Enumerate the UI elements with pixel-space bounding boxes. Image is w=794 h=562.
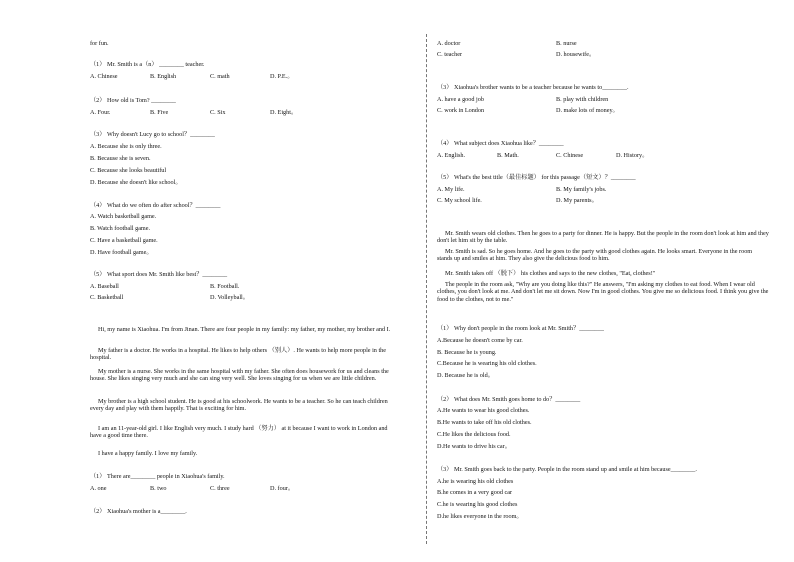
question-4-option-d[interactable]: D. Have football game。: [90, 249, 153, 256]
question-5-option-b[interactable]: B. Football.: [210, 283, 240, 290]
passage-question-1-option-c[interactable]: C. three: [210, 485, 230, 492]
passage-paragraph: My mother is a nurse. She works in the same hospital with my father. She often does housework for us and cleans the house. She likes singing very much and she can sing very well. She loves singing for us when we are little children.: [90, 368, 389, 383]
question-1-option-a[interactable]: A. Chinese: [90, 73, 118, 80]
passage-question-4-option-c[interactable]: C. Chinese: [556, 152, 584, 159]
passage-paragraph: My father is a doctor. He works in a hospital. He likes to help others （别人）. He wants to help more people in the hospital.: [90, 347, 387, 362]
story-question-3-stem: （3） Mr. Smith goes back to the party. People in the room stand up and smile at him because________.: [437, 466, 697, 473]
story-question-3-option-a[interactable]: A.he is wearing his old clothes: [437, 478, 514, 485]
story-question-2-stem: （2） What does Mr. Smith goes home to do？________: [437, 396, 581, 403]
question-5-option-a[interactable]: A. Baseball: [90, 283, 119, 290]
passage-paragraph: The people in the room ask, "Why are you doing like this?" He answers, "I'm asking my clothes to eat food. When I wear old clothes, you don't look at me. And don't let me sit down. Now I'm in good clothes. You give me so delicious food. I think you give the food to the clothes, not to me.": [437, 281, 769, 303]
question-3-option-d[interactable]: D. Because she doesn't like school。: [90, 179, 182, 186]
question-1-option-b[interactable]: B. English: [150, 73, 177, 80]
passage-question-5-option-c[interactable]: C. My school life.: [437, 197, 482, 204]
right-column: [427, 0, 794, 562]
passage-question-5-option-b[interactable]: B. My family's jobs.: [556, 186, 607, 193]
passage-question-1-stem: （1） There are________ people in Xiaohua's family.: [90, 473, 225, 480]
passage-question-2-option-c[interactable]: C. teacher: [437, 51, 463, 58]
passage-question-4-stem: （4） What subject does Xiaohua like？________: [437, 140, 564, 147]
question-3-option-c[interactable]: C. Because she looks beautiful: [90, 167, 167, 174]
story-question-2-option-b[interactable]: B.He wants to take off his old clothes.: [437, 419, 532, 426]
story-question-1-option-b[interactable]: B. Because he is young.: [437, 349, 497, 356]
passage-question-1-option-b[interactable]: B. two: [150, 485, 167, 492]
passage-question-1-option-d[interactable]: D. four。: [270, 485, 295, 492]
passage-question-2-option-a[interactable]: A. doctor: [437, 40, 461, 47]
passage-question-1-option-a[interactable]: A. one: [90, 485, 107, 492]
passage-question-3-stem: （3） Xiaohua's brother wants to be a teacher because he wants to________.: [437, 84, 629, 91]
question-4-stem: （4） What do we often do after school？________: [90, 202, 221, 209]
passage-question-5-option-d[interactable]: D. My parents。: [556, 197, 598, 204]
passage-paragraph: I am an 11-year-old girl. I like English very much. I study hard （努力） at it because I want to work in London and have a good time there.: [90, 425, 388, 440]
question-5-option-c[interactable]: C. Basketball: [90, 294, 124, 301]
passage-question-5-stem: （5） What's the best title（最佳标题） for this passage（短文）？________: [437, 174, 636, 181]
story-question-1-option-d[interactable]: D. Because he is old。: [437, 372, 494, 379]
passage-paragraph: Mr. Smith takes off （脱下） his clothes and says to the new clothes, "Eat, clothes!": [445, 270, 656, 277]
passage-question-2-stem: （2） Xiaohua's mother is a________.: [90, 508, 187, 515]
question-2-option-c[interactable]: C. Six: [210, 109, 226, 116]
story-question-3-option-c[interactable]: C.he is wearing his good clothes: [437, 501, 518, 508]
story-question-1-option-c[interactable]: C.Because he is wearing his old clothes.: [437, 360, 537, 367]
question-3-stem: （3） Why doesn't Lucy go to school？________: [90, 131, 215, 138]
question-4-option-b[interactable]: B. Watch football game.: [90, 225, 151, 232]
story-question-3-option-b[interactable]: B.he comes in a very good car: [437, 489, 513, 496]
question-2-option-a[interactable]: A. Four.: [90, 109, 111, 116]
question-1-stem: （1） Mr. Smith is a（n） ________ teacher.: [90, 61, 205, 68]
passage-paragraph: I have a happy family. I love my family.: [98, 450, 198, 457]
question-2-option-d[interactable]: D. Eight。: [270, 109, 298, 116]
passage-question-2-option-b[interactable]: B. nurse: [556, 40, 577, 47]
question-1-option-d[interactable]: D. P.E.。: [270, 73, 294, 80]
question-5-option-d[interactable]: D. Volleyball。: [210, 294, 249, 301]
question-5-stem: （5） What sport does Mr. Smith like best？________: [90, 271, 228, 278]
story-question-3-option-d[interactable]: D.he likes everyone in the room。: [437, 513, 523, 520]
passage-paragraph: Mr. Smith wears old clothes. Then he goes to a party for dinner. He is happy. But the people in the room don't look at him and they don't let him sit by the table.: [437, 230, 769, 245]
story-question-2-option-c[interactable]: C.He likes the delicious food.: [437, 431, 511, 438]
passage-question-4-option-b[interactable]: B. Math.: [497, 152, 519, 159]
question-2-option-b[interactable]: B. Five: [150, 109, 169, 116]
passage-question-3-option-c[interactable]: C. work in London: [437, 107, 485, 114]
question-3-option-a[interactable]: A. Because she is only three.: [90, 143, 162, 150]
intro-text: for fun.: [90, 40, 109, 47]
passage-question-3-option-a[interactable]: A. have a good job: [437, 96, 484, 103]
story-question-1-option-a[interactable]: A.Because he doesn't come by car.: [437, 337, 523, 344]
story-question-2-option-d[interactable]: D.He wants to drive his car。: [437, 443, 511, 450]
question-1-option-c[interactable]: C. math: [210, 73, 230, 80]
passage-paragraph: Hi, my name is Xiaohua. I'm from Jinan. There are four people in my family: my father, my mother, my brother and I.: [98, 326, 391, 333]
passage-question-4-option-a[interactable]: A. English.: [437, 152, 466, 159]
story-question-1-stem: （1） Why don't people in the room look at Mr. Smith？________: [437, 325, 604, 332]
story-question-2-option-a[interactable]: A.He wants to wear his good clothes.: [437, 407, 530, 414]
question-4-option-c[interactable]: C. Have a basketball game.: [90, 237, 158, 244]
question-4-option-a[interactable]: A. Watch basketball game.: [90, 213, 157, 220]
passage-question-3-option-b[interactable]: B. play with children: [556, 96, 609, 103]
passage-question-5-option-a[interactable]: A. My life.: [437, 186, 465, 193]
passage-question-2-option-d[interactable]: D. housewife。: [556, 51, 596, 58]
passage-paragraph: My brother is a high school student. He is good at his schoolwork. He wants to be a teacher. So he can teach children every day and play with them happily. That is exciting for him.: [90, 398, 388, 413]
passage-paragraph: Mr. Smith is sad. So he goes home. And he goes to the party with good clothes again. He looks smart. Everyone in the room stands up and smiles at him. They also give the delicious food to him.: [437, 248, 753, 263]
passage-question-4-option-d[interactable]: D. History。: [616, 152, 649, 159]
question-3-option-b[interactable]: B. Because she is seven.: [90, 155, 151, 162]
passage-question-3-option-d[interactable]: D. make lots of money。: [556, 107, 619, 114]
question-2-stem: （2） How old is Tom? ________: [90, 97, 176, 104]
